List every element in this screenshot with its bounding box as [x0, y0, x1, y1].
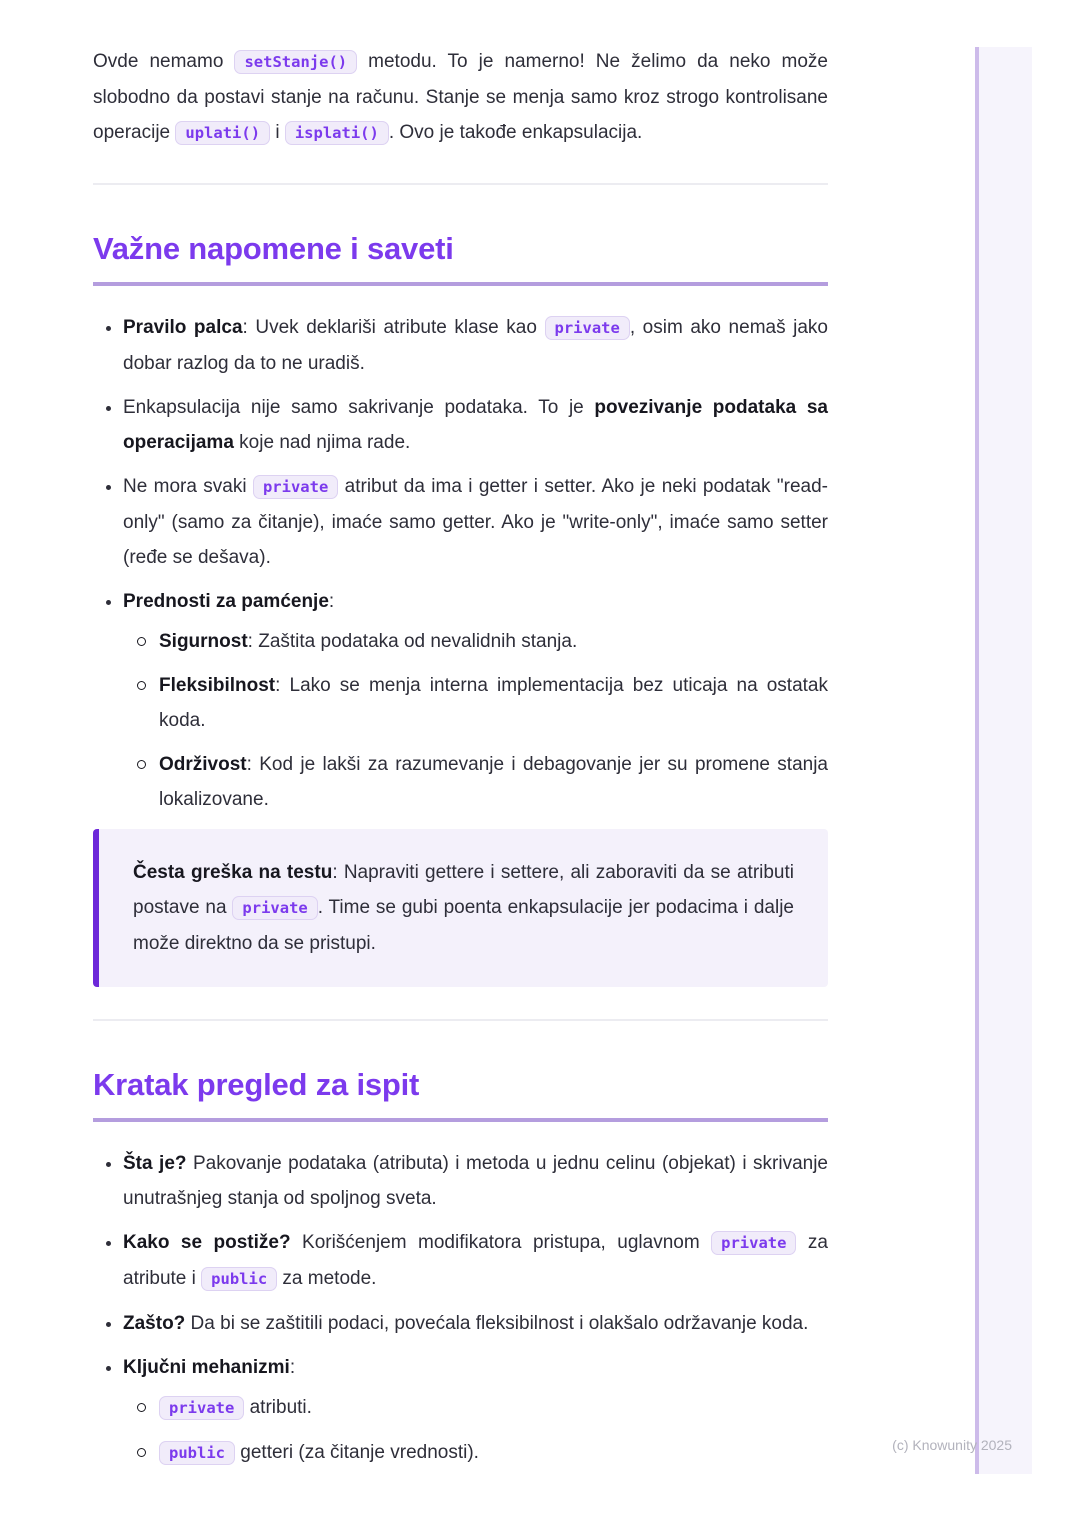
text-run: Korišćenjem modifikatora pristupa, uglavnom	[290, 1232, 712, 1253]
inline-code-badge: private	[159, 1396, 244, 1420]
text-run: :	[328, 591, 335, 612]
list-item	[123, 1146, 828, 1216]
page-edge-panel	[975, 47, 1032, 1474]
document-content	[93, 0, 828, 1480]
sub-list-item	[137, 1390, 828, 1426]
text-run: : Lako se menja interna implementacija bez uticaja na ostatak koda.	[159, 675, 828, 731]
list-item	[123, 584, 828, 817]
sub-list	[123, 624, 828, 817]
list-item	[123, 390, 828, 460]
text-run: : Zaštita podataka od nevalidnih stanja.	[247, 631, 578, 652]
sub-list-item	[137, 624, 828, 659]
text-run: Ne mora svaki	[123, 476, 253, 497]
list-item	[123, 1225, 828, 1297]
inline-code-badge: isplati()	[285, 121, 389, 145]
text-run: za atribute i	[123, 1232, 828, 1289]
bold-text-run: Česta greška na testu	[133, 862, 333, 883]
list-item	[123, 1350, 828, 1471]
section-notes	[93, 231, 828, 987]
inline-code-badge: private	[545, 316, 630, 340]
list-item	[123, 1306, 828, 1341]
text-run: :	[289, 1357, 296, 1378]
review-list	[93, 1146, 828, 1471]
section-divider	[93, 1019, 828, 1021]
inline-code-badge: private	[232, 896, 317, 920]
inline-code-badge: setStanje()	[234, 50, 357, 74]
sub-list	[123, 1390, 828, 1471]
inline-code-badge: uplati()	[175, 121, 270, 145]
text-run: Enkapsulacija nije samo sakrivanje podataka. To je	[123, 397, 595, 418]
text-run: Da bi se zaštitili podaci, povećala fleksibilnost i olakšalo održavanje koda.	[185, 1313, 809, 1334]
intro-paragraph	[93, 44, 828, 151]
text-run: koje nad njima rade.	[233, 432, 411, 453]
text-run: : Napraviti gettere i settere, ali zaboraviti da se atributi postave na	[133, 862, 794, 918]
text-run: getteri (za čitanje vrednosti).	[235, 1442, 479, 1463]
text-run: : Kod je lakši za razumevanje i debagovanje jer su promene stanja lokalizovane.	[159, 754, 828, 810]
bold-text-run: Pravilo palca	[123, 317, 243, 338]
text-run: i	[270, 122, 285, 143]
inline-code-badge: public	[201, 1267, 277, 1291]
bold-text-run: Fleksibilnost	[159, 675, 276, 696]
bold-text-run: povezivanje podataka sa operacijama	[123, 397, 828, 453]
inline-code-badge: public	[159, 1441, 235, 1465]
text-run: za metode.	[277, 1268, 377, 1289]
warning-callout-text	[133, 855, 794, 961]
watermark: (c) Knowunity 2025	[892, 1437, 1012, 1453]
bold-text-run: Održivost	[159, 754, 247, 775]
text-run: . Ovo je takođe enkapsulacija.	[388, 122, 643, 143]
sub-list-item	[137, 1435, 828, 1471]
bold-text-run: Zašto?	[123, 1313, 186, 1334]
section-divider	[93, 183, 828, 185]
bold-text-run: Kako se postiže?	[123, 1232, 291, 1253]
text-run: . Time se gubi poenta enkapsulacije jer podacima i dalje može direktno da se pristupi.	[133, 897, 794, 954]
bold-text-run: Šta je?	[123, 1153, 187, 1174]
text-run: atribut da ima i getter i setter. Ako je neki podatak "read-only" (samo za čitanje), imaće samo getter. Ako je "write-only", imaće samo setter (ređe se dešava).	[123, 476, 828, 568]
inline-code-badge: private	[711, 1231, 796, 1255]
list-item	[123, 469, 828, 575]
bold-text-run: Sigurnost	[159, 631, 248, 652]
section-notes-title: Važne napomene i saveti	[93, 231, 828, 286]
text-run: , osim ako nemaš jako dobar razlog da to ne uradiš.	[123, 317, 829, 374]
section-review	[93, 1067, 828, 1471]
text-run: metodu. To je namerno! Ne želimo da neko može slobodno da postavi stanje na računu. Stanje se menja samo kroz strogo kontrolisane operacije	[93, 51, 828, 143]
list-item	[123, 310, 828, 381]
bold-text-run: Prednosti za pamćenje	[123, 591, 329, 612]
sub-list-item	[137, 747, 828, 817]
warning-callout	[93, 829, 828, 987]
text-run: Ovde nemamo	[93, 51, 235, 72]
notes-list	[93, 310, 828, 817]
inline-code-badge: private	[253, 475, 338, 499]
text-run: Pakovanje podataka (atributa) i metoda u jednu celinu (objekat) i skrivanje unutrašnjeg stanja od spoljnog sveta.	[123, 1153, 828, 1209]
text-run: atributi.	[244, 1397, 312, 1418]
section-review-title: Kratak pregled za ispit	[93, 1067, 828, 1122]
sub-list-item	[137, 668, 828, 738]
text-run: : Uvek deklariši atribute klase kao	[242, 317, 545, 338]
bold-text-run: Ključni mehanizmi	[123, 1357, 290, 1378]
